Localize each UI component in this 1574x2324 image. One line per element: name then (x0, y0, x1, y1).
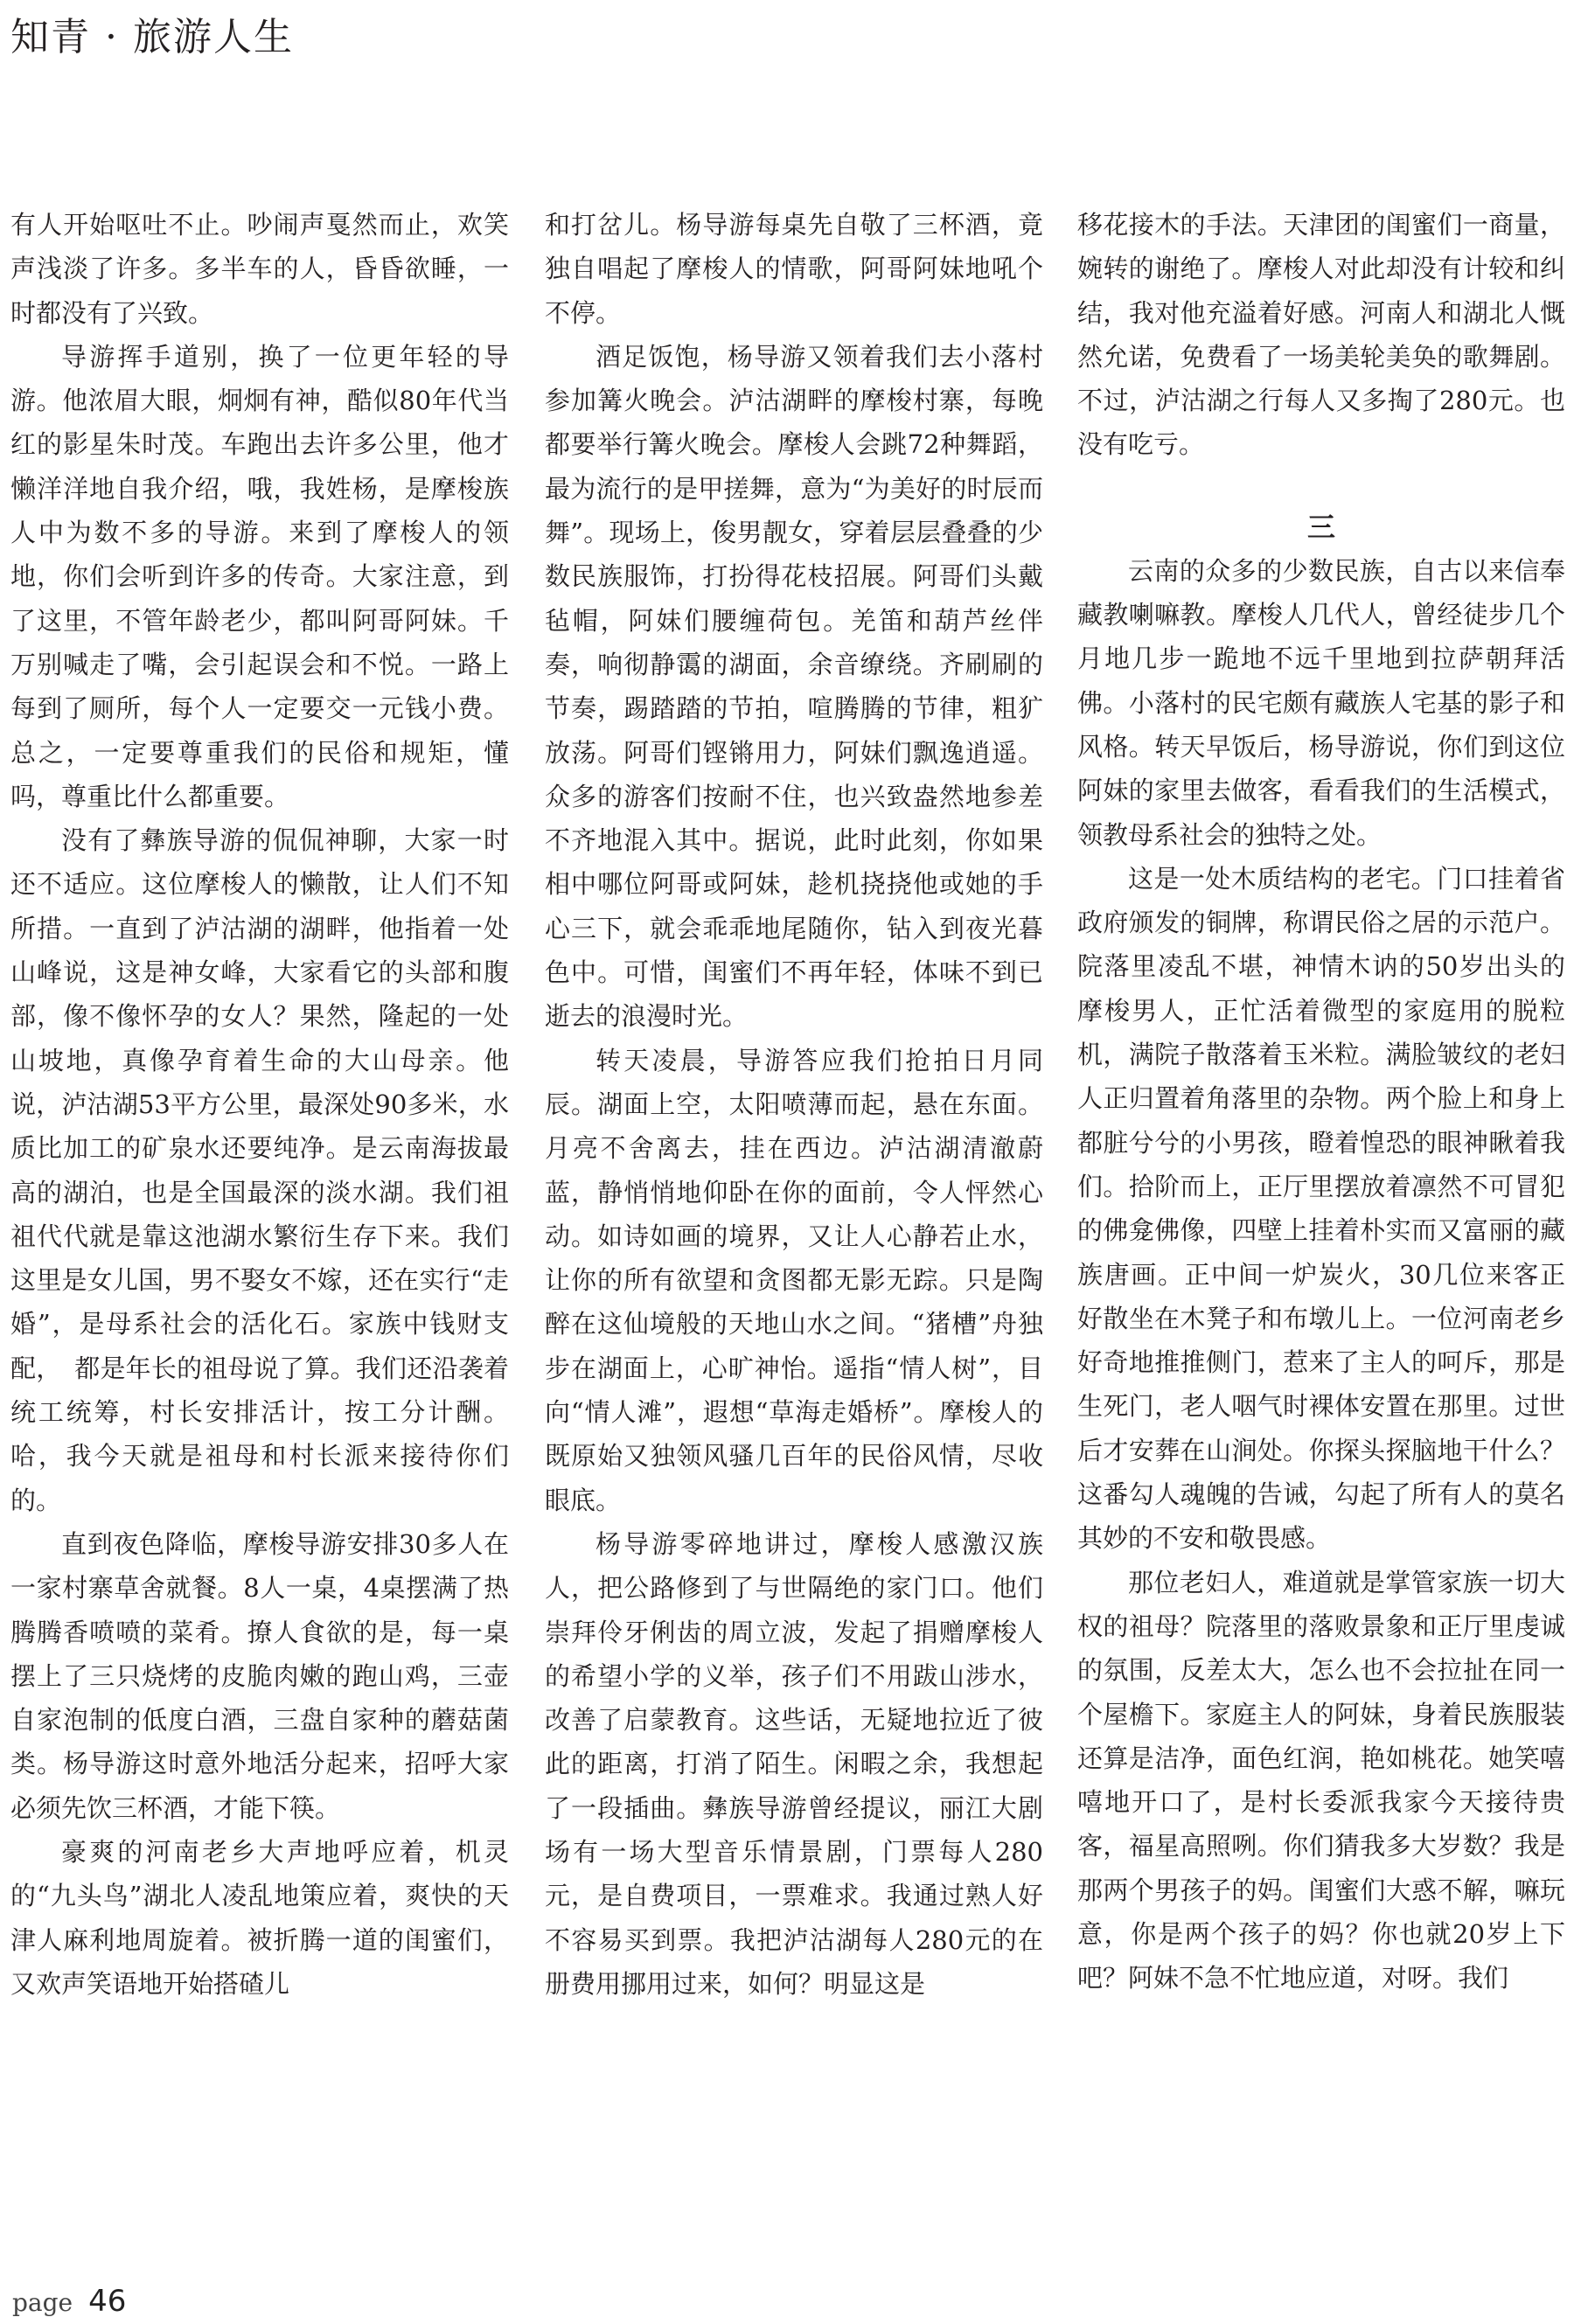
page-label: page (12, 2288, 73, 2317)
section-number-heading: 三 (1306, 510, 1335, 544)
article-column-1 (10, 203, 509, 2006)
paragraph: 那位老妇人，难道就是掌管家族一切大权的祖母？院落里的落败景象和正厅里虔诚的氛围，反差太大，怎么也不会拉扯在同一个屋檐下。家庭主人的阿妹，身着民族服装还算是洁净，面色红润，艳如桃花。她笑嘻嘻地开口了，是村长委派我家今天接待贵客，福星高照咧。你们猜我多大岁数？我是那两个男孩子的妈。闺蜜们大惑不解，嘛玩意，你是两个孩子的妈？你也就20岁上下吧？阿妹不急不忙地应道，对呀。我们 (1077, 1567, 1565, 1993)
paragraph: 杨导游零碎地讲过，摩梭人感激汉族人，把公路修到了与世隔绝的家门口。他们崇拜伶牙俐齿的周立波，发起了捐赠摩梭人的希望小学的义举，孩子们不用跋山涉水，改善了启蒙教育。这些话，无疑地拉近了彼此的距离，打消了陌生。闲暇之余，我想起了一段插曲。彝族导游曾经提议，丽江大剧场有一场大型音乐情景剧，门票每人280元，是自费项目，一票难求。我通过熟人好不容易买到票。我把泸沽湖每人280元的在册费用挪用过来，如何？明显这是 (545, 1528, 1043, 1999)
paragraph: 导游挥手道别，换了一位更年轻的导游。他浓眉大眼，炯炯有神，酷似80年代当红的影星朱时茂。车跑出去许多公里，他才懒洋洋地自我介绍，哦，我姓杨，是摩梭族人中为数不多的导游。来到了摩梭人的领地，你们会听到许多的传奇。大家注意，到了这里，不管年龄老少，都叫阿哥阿妹。千万别喊走了嘴，会引起误会和不悦。一路上每到了厕所，每个人一定要交一元钱小费。总之，一定要尊重我们的民俗和规矩，懂吗，尊重比什么都重要。 (10, 341, 509, 811)
paragraph: 转天凌晨，导游答应我们抢拍日月同辰。湖面上空，太阳喷薄而起，悬在东面。月亮不舍离去，挂在西边。泸沽湖清澈蔚蓝，静悄悄地仰卧在你的面前，令人怦然心动。如诗如画的境界，又让人心静若止水，让你的所有欲望和贪图都无影无踪。只是陶醉在这仙境般的天地山水之间。“猪槽”舟独步在湖面上，心旷神怡。遥指“情人树”，目向“情人滩”，遐想“草海走婚桥”。摩梭人的既原始又独领风骚几百年的民俗风情，尽收眼底。 (545, 1045, 1043, 1515)
paragraph: 有人开始呕吐不止。吵闹声戛然而止，欢笑声浅淡了许多。多半车的人，昏昏欲睡，一时都没有了兴致。 (10, 210, 509, 328)
page-number: 46 (88, 2284, 127, 2319)
paragraph: 豪爽的河南老乡大声地呼应着，机灵的“九头鸟”湖北人凌乱地策应着，爽快的天津人麻利地周旋着。被折腾一道的闺蜜们，又欢声笑语地开始搭碴儿 (10, 1836, 509, 1999)
article-column-3 (1077, 203, 1565, 2000)
section-header-title: 知青 · 旅游人生 (10, 15, 294, 59)
paragraph: 这是一处木质结构的老宅。门口挂着省政府颁发的铜牌，称谓民俗之居的示范户。院落里凌乱不堪，神情木讷的50岁出头的摩梭男人，正忙活着微型的家庭用的脱粒机，满院子散落着玉米粒。满脸皱纹的老妇人正归置着角落里的杂物。两个脸上和身上都脏兮兮的小男孩，瞪着惶恐的眼神瞅着我们。拾阶而上，正厅里摆放着凛然不可冒犯的佛龛佛像，四壁上挂着朴实而又富丽的藏族唐画。正中间一炉炭火，30几位来客正好散坐在木凳子和布墩儿上。一位河南老乡好奇地推推侧门，惹来了主人的呵斥，那是生死门，老人咽气时裸体安置在那里。过世后才安葬在山涧处。你探头探脑地干什么？这番勾人魂魄的告诫，勾起了所有人的莫名其妙的不安和敬畏感。 (1077, 863, 1565, 1554)
paragraph: 酒足饭饱，杨导游又领着我们去小落村参加篝火晚会。泸沽湖畔的摩梭村寨，每晚都要举行篝火晚会。摩梭人会跳72种舞蹈，最为流行的是甲搓舞，意为“为美好的时辰而舞”。现场上，俊男靓女，穿着层层叠叠的少数民族服饰，打扮得花枝招展。阿哥们头戴毡帽，阿妹们腰缠荷包。羌笛和葫芦丝伴奏，响彻静霭的湖面，余音缭绕。齐刷刷的节奏，踢踏踏的节拍，喧腾腾的节律，粗犷放荡。阿哥们铿锵用力，阿妹们飘逸逍遥。众多的游客们按耐不住，也兴致盎然地参差不齐地混入其中。据说，此时此刻，你如果相中哪位阿哥或阿妹，趁机挠挠他或她的手心三下，就会乖乖地尾随你，钻入到夜光暮色中。可惜，闺蜜们不再年轻，体味不到已逝去的浪漫时光。 (545, 341, 1043, 1032)
paragraph: 云南的众多的少数民族，自古以来信奉藏教喇嘛教。摩梭人几代人，曾经徒步几个月地几步一跪地不远千里地到拉萨朝拜活佛。小落村的民宅颇有藏族人宅基的影子和风格。转天早饭后，杨导游说，你们到这位阿妹的家里去做客，看看我们的生活模式，领教母系社会的独特之处。 (1077, 555, 1565, 850)
page-footer (12, 2284, 126, 2319)
paragraph: 直到夜色降临，摩梭导游安排30多人在一家村寨草舍就餐。8人一桌，4桌摆满了热腾腾香喷喷的菜肴。撩人食欲的是，每一桌摆上了三只烧烤的皮脆肉嫩的跑山鸡，三壶自家泡制的低度白酒，三盘自家种的蘑菇菌类。杨导游这时意外地活分起来，招呼大家必须先饮三杯酒，才能下筷。 (10, 1528, 509, 1823)
paragraph: 移花接木的手法。天津团的闺蜜们一商量，婉转的谢绝了。摩梭人对此却没有计较和纠结，我对他充溢着好感。河南人和湖北人慨然允诺，免费看了一场美轮美奂的歌舞剧。不过，泸沽湖之行每人又多掏了280元。也没有吃亏。 (1077, 210, 1565, 460)
paragraph: 和打岔儿。杨导游每桌先自敬了三杯酒，竟独自唱起了摩梭人的情歌，阿哥阿妹地吼个不停。 (545, 210, 1043, 328)
paragraph: 没有了彝族导游的侃侃神聊，大家一时还不适应。这位摩梭人的懒散，让人们不知所措。一直到了泸沽湖的湖畔，他指着一处山峰说，这是神女峰，大家看它的头部和腹部，像不像怀孕的女人？果然，隆起的一处山坡地，真像孕育着生命的大山母亲。他说，泸沽湖53平方公里，最深处90多米，水质比加工的矿泉水还要纯净。是云南海拔最高的湖泊，也是全国最深的淡水湖。我们祖祖代代就是靠这池湖水繁衍生存下来。我们这里是女儿国，男不娶女不嫁，还在实行“走婚”，是母系社会的活化石。家族中钱财支配， 都是年长的祖母说了算。我们还沿袭着统工统筹，村长安排活计，按工分计酬。哈，我今天就是祖母和村长派来接待你们的。 (10, 825, 509, 1515)
article-column-2 (545, 203, 1043, 2006)
